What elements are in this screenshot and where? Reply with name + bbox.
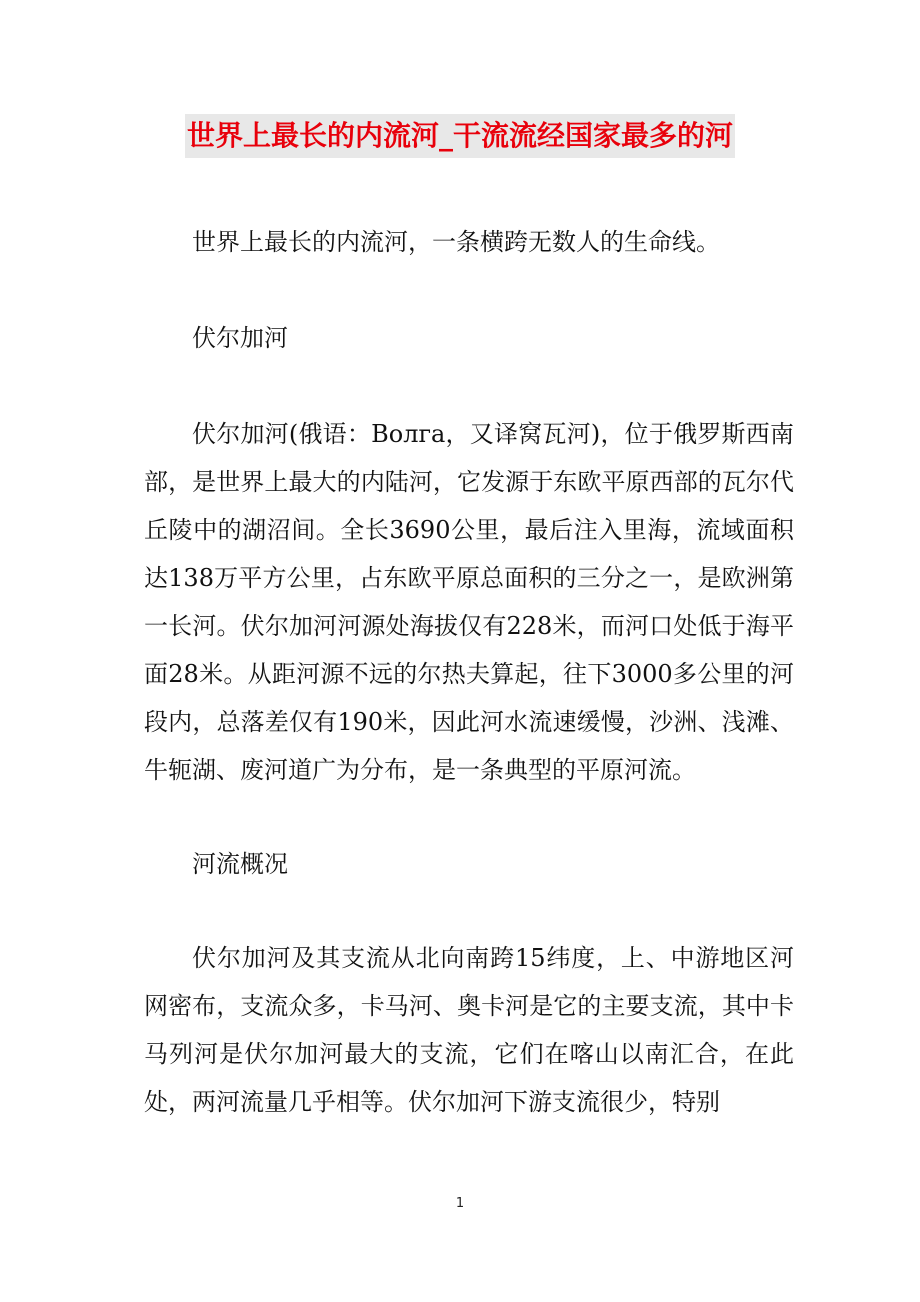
document-body — [144, 218, 794, 1126]
document-title: 世界上最长的内流河_干流流经国家最多的河 — [185, 114, 735, 158]
volga-description-paragraph: 伏尔加河(俄语：Волга，又译窝瓦河)，位于俄罗斯西南部，是世界上最大的内陆河，它发源于东欧平原西部的瓦尔代丘陵中的湖沼间。全长3690公里，最后注入里海，流域面积达138万平方公里，占东欧平原总面积的三分之一，是欧洲第一长河。伏尔加河河源处海拔仅有228米，而河口处低于海平面28米。从距河源不远的尔热夫算起，往下3000多公里的河段内，总落差仅有190米，因此河水流速缓慢，沙洲、浅滩、牛轭湖、废河道广为分布，是一条典型的平原河流。 — [144, 420, 794, 784]
overview-paragraph: 伏尔加河及其支流从北向南跨15纬度，上、中游地区河网密布，支流众多，卡马河、奥卡河是它的主要支流，其中卡马列河是伏尔加河最大的支流，它们在喀山以南汇合，在此处，两河流量几乎相等。伏尔加河下游支流很少，特别 — [144, 944, 794, 1116]
title-container — [0, 114, 920, 158]
page-number: 1 — [455, 1196, 465, 1211]
intro-paragraph: 世界上最长的内流河，一条横跨无数人的生命线。 — [192, 228, 720, 256]
section-heading-volga: 伏尔加河 — [192, 324, 288, 352]
section-heading-overview: 河流概况 — [192, 850, 288, 878]
